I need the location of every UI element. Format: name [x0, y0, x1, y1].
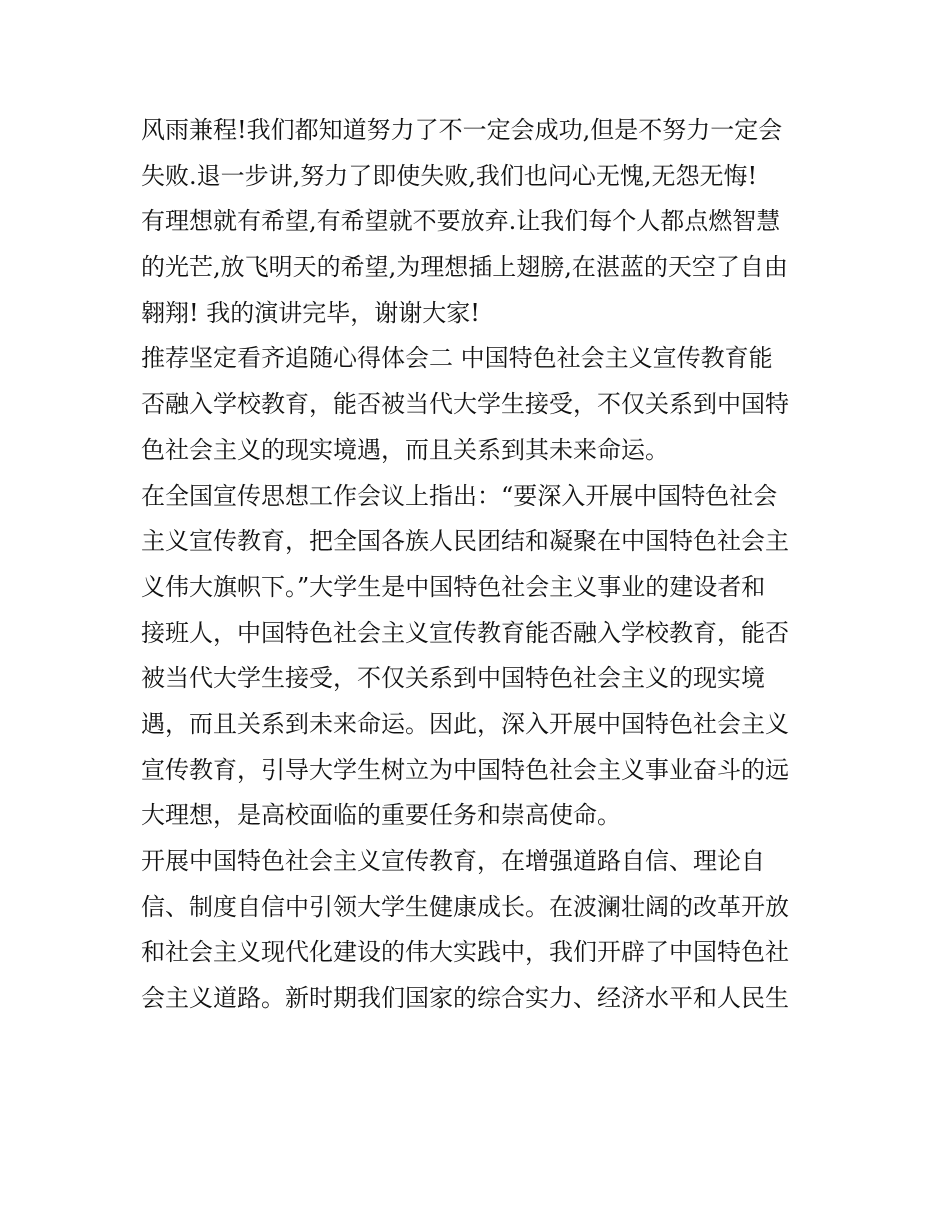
- text-line: 在全国宣传思想工作会议上指出：“要深入开展中国特色社会: [141, 481, 778, 510]
- text-line: 信、制度自信中引领大学生健康成长。在波澜壮阔的改革开放: [141, 892, 789, 921]
- text-line: 遇，而且关系到未来命运。因此，深入开展中国特色社会主义: [141, 709, 789, 738]
- text-line: 被当代大学生接受，不仅关系到中国特色社会主义的现实境: [141, 664, 765, 693]
- text-line: 义伟大旗帜下。”大学生是中国特色社会主义事业的建设者和: [141, 572, 766, 601]
- text-line: 开展中国特色社会主义宣传教育，在增强道路自信、理论自: [141, 847, 765, 875]
- text-line: 和社会主义现代化建设的伟大实践中，我们开辟了中国特色社: [141, 938, 789, 967]
- text-line: 有理想就有希望,有希望就不要放弃.让我们每个人都点燃智慧: [141, 207, 781, 236]
- text-line: 的光芒,放飞明天的希望,为理想插上翅膀,在湛蓝的天空了自由: [141, 253, 788, 282]
- text-line: 宣传教育，引导大学生树立为中国特色社会主义事业奋斗的远: [141, 755, 789, 784]
- text-line: 风雨兼程!我们都知道努力了不一定会成功,但是不努力一定会: [141, 116, 783, 144]
- text-line: 会主义道路。新时期我们国家的综合实力、经济水平和人民生: [141, 984, 789, 1013]
- text-line: 失败.退一步讲,努力了即使失败,我们也问心无愧,无怨无悔!: [141, 161, 758, 190]
- text-line: 主义宣传教育，把全国各族人民团结和凝聚在中国特色社会主: [141, 527, 789, 556]
- body-text: [141, 108, 821, 1022]
- text-line: 否融入学校教育，能否被当代大学生接受，不仅关系到中国特: [141, 390, 789, 419]
- text-line: 推荐坚定看齐追随心得体会二 中国特色社会主义宣传教育能: [141, 344, 773, 373]
- text-line: 色社会主义的现实境遇，而且关系到其未来命运。: [141, 435, 669, 464]
- text-line: 大理想，是高校面临的重要任务和崇高使命。: [141, 801, 621, 830]
- text-line: 翱翔! 我的演讲完毕，谢谢大家!: [141, 298, 480, 327]
- text-line: 接班人，中国特色社会主义宣传教育能否融入学校教育，能否: [141, 618, 789, 647]
